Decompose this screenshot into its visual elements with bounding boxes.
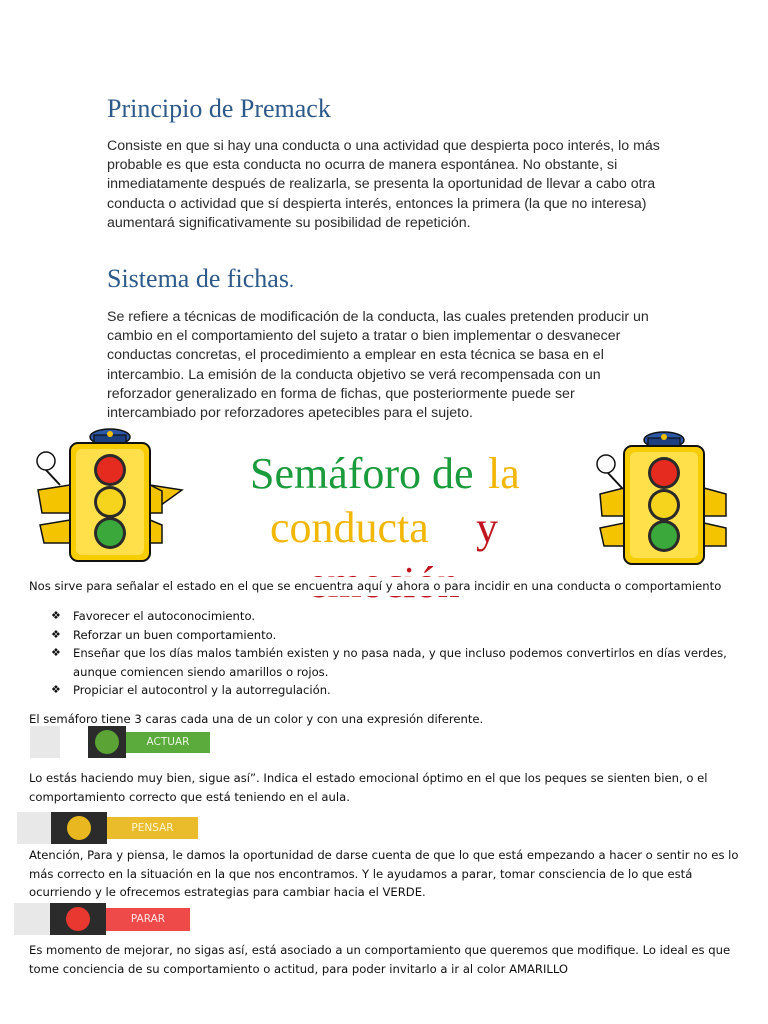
- heading-fichas-text: Sistema de fichas: [107, 264, 289, 293]
- yellow-light-icon: [51, 812, 107, 844]
- yellow-bar-label: PENSAR: [107, 817, 198, 839]
- green-semaforo-bar: [30, 726, 190, 758]
- yellow-semaforo-bar: [17, 812, 182, 844]
- diamond-bullet-icon: ❖: [51, 683, 61, 696]
- traffic-light-cartoon-left-icon: [30, 425, 165, 565]
- bullet-text: Reforzar un buen comportamiento.: [73, 627, 277, 642]
- title-word-y: y: [476, 503, 498, 552]
- bullet-list: [29, 607, 749, 700]
- green-light-icon: [88, 726, 126, 758]
- diamond-bullet-icon: ❖: [51, 627, 61, 641]
- traffic-light-cartoon-right-icon: [596, 428, 731, 568]
- bullet-item: [29, 607, 749, 626]
- bullet-item: [29, 681, 749, 700]
- green-text: Lo estás haciendo muy bien, sigue así”. Indica el estado emocional óptimo en el que los peques se sienten bien, o el comportamiento correcto que está teniendo en el aula.: [29, 771, 708, 804]
- heading-premack: Principio de Premack: [107, 94, 331, 123]
- bullet-item: [29, 644, 749, 681]
- intro-text: Nos sirve para señalar el estado en el que se encuentra aquí y ahora o para incidir en una conducta o comportamiento: [29, 577, 749, 596]
- faces-text: El semáforo tiene 3 caras cada una de un color y con una expresión diferente.: [29, 712, 484, 726]
- diamond-bullet-icon: ❖: [51, 609, 61, 622]
- yellow-text: Atención, Para y piensa, le damos la oportunidad de darse cuenta de que lo que está empezando a hacer o sentir no es lo más correcto en la situación en la que nos encontramos. Y le ayudamos a parar, tomar consciencia de lo que está ocurriendo y le ofrecemos estrategias para cambiar hacia el VERDE.: [29, 848, 739, 899]
- bullet-text: Propiciar el autocontrol y la autorregulación.: [73, 683, 331, 697]
- red-text: Es momento de mejorar, no sigas así, está asociado a un comportamiento que queremos que modifique. Lo ideal es que tome conciencia de su comportamiento o actitud, para poder invitarlo a ir al color AMARILLO: [29, 943, 731, 976]
- paragraph-premack: Consiste en que si hay una conducta o una actividad que despierta poco interés, lo más probable es que esta conducta no ocurra de manera espontánea. No obstante, si inmediatamente después de realizarla, se presenta la oportunidad de llevar a cabo otra conducta o actividad que sí despierta interés, entonces la primera (la que no interesa) aumentará significativamente su posibilidad de repetición.: [107, 138, 660, 231]
- heading-fichas: [107, 264, 294, 294]
- title-word-conducta: conducta: [270, 503, 429, 552]
- red-semaforo-bar: [14, 903, 192, 935]
- title-word-semaforo: Semáforo de: [250, 449, 474, 498]
- red-bar-label: PARAR: [106, 908, 190, 931]
- bullet-item: [29, 626, 749, 645]
- paragraph-fichas: Se refiere a técnicas de modificación de la conducta, las cuales pretenden producir un cambio en el comportamiento del sujeto a tratar o bien implementar o desvanecer conductas concretas, el procedimiento a emplear en esta técnica se basa en el intercambio. La emisión de la conducta objetivo se verá recompensada con un reforzador generalizado en forma de fichas, que posteriormente puede ser intercambiado por reforzadores apetecibles para el sujeto.: [107, 309, 649, 422]
- title-word-la: la: [488, 449, 520, 498]
- bullet-text: Enseñar que los días malos también existen y no pasa nada, y que incluso podemos convertirlos en días verdes, aunque comiencen siendo amarillos o rojos.: [73, 646, 727, 679]
- bullet-text: Favorecer el autoconocimiento.: [73, 609, 256, 623]
- diamond-bullet-icon: ❖: [51, 646, 61, 659]
- heading-fichas-dot: .: [288, 270, 294, 292]
- green-bar-label: ACTUAR: [126, 732, 210, 753]
- red-light-icon: [50, 903, 106, 935]
